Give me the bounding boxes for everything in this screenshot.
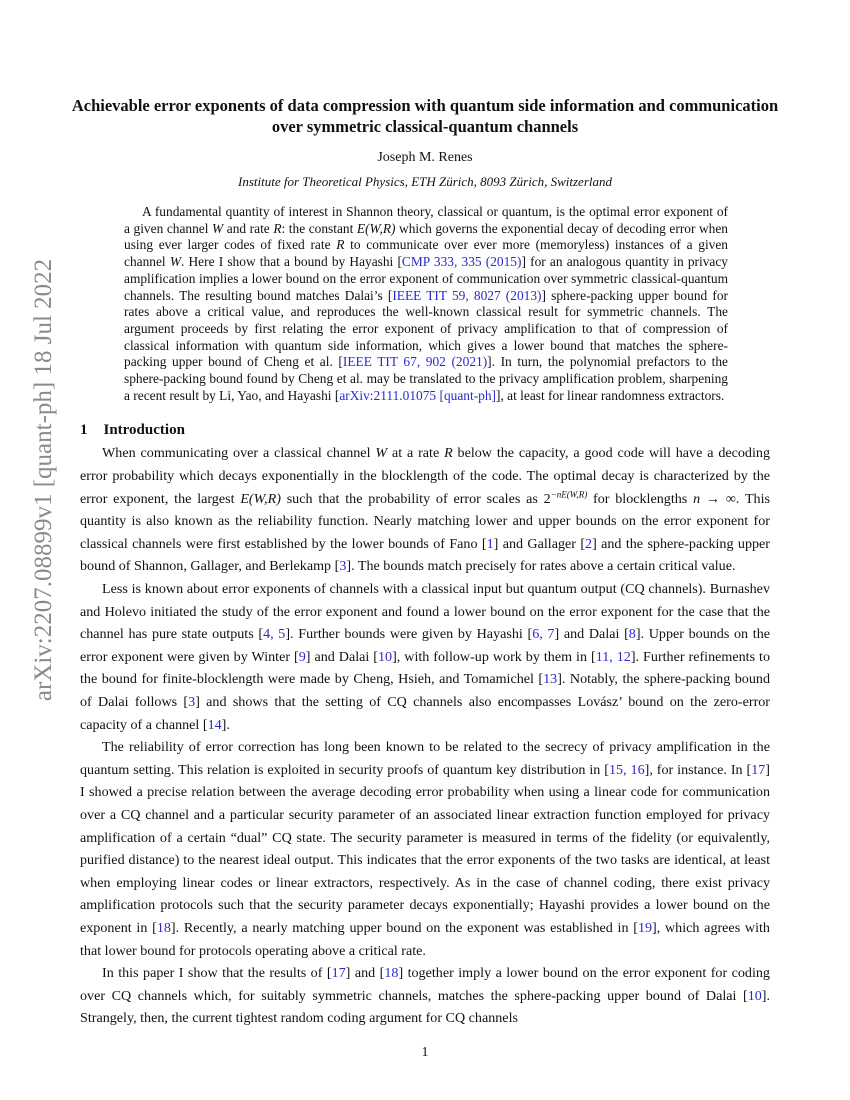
citation-link[interactable]: IEEE TIT 67, 902 (2021): [342, 354, 488, 370]
citation-link[interactable]: 18: [384, 965, 399, 982]
body-text: [80, 442, 770, 1029]
text-run: ], which agrees with that lower bound for protocols operating above a critical rate.: [80, 919, 770, 959]
text-run: ]. In turn, the polynomial prefactors to the sphere-packing bound found by Cheng et al. may be translated to the privacy amplification problem, sharpening a recent result by Li, Yao, and Hayashi [: [124, 354, 728, 403]
citation-link[interactable]: 19: [637, 919, 653, 936]
superscript: −nE(W,R): [550, 488, 588, 499]
citation-link[interactable]: 3: [188, 693, 196, 710]
text-run: . Here I show that a bound by Hayashi [: [180, 254, 402, 270]
text-run: ]. Recently, a nearly matching upper bound on the exponent was established in [: [170, 919, 638, 936]
citation-link[interactable]: 4, 5: [263, 626, 286, 643]
paragraph: [80, 736, 770, 962]
text-run: and rate: [223, 220, 274, 236]
citation-link[interactable]: CMP 333, 335 (2015): [401, 254, 522, 270]
text-run: ] and shows that the setting of CQ channels also encompasses Lovász’ bound on the zero-error capacity of a channel [: [80, 693, 770, 733]
math-symbol: R: [444, 445, 453, 462]
citation-link[interactable]: 14: [207, 716, 222, 733]
citation-link[interactable]: 9: [298, 648, 306, 665]
section-heading: [80, 420, 850, 440]
math-symbol: W: [375, 445, 388, 462]
section-title: Introduction: [103, 422, 185, 439]
text-run: ]. Strangely, then, the current tightest random coding argument for CQ channels: [80, 987, 770, 1027]
text-run: ] sphere-packing upper bound for rates above a critical value, and reproduces the well-known classical result for symmetric channels. The argument proceeds by first relating the error exponent of privacy amplification to that of compression of classical information with quantum side information, which gives a lower bound that matches the sphere-packing upper bound of Cheng et al. [: [124, 287, 728, 370]
paper-title: Achievable error exponents of data compression with quantum side information and communication over symmetric classical-quantum channels: [71, 96, 779, 136]
text-run: ] and Dalai [: [554, 626, 629, 643]
text-run: Less is known about error exponents of channels with a classical input but quantum output (CQ channels). Burnashev and Holevo initiated the study of the error exponent and found a lower bound on the error exponent for the case that the channel has pure state outputs [: [80, 581, 770, 643]
text-run: ] and [: [345, 965, 385, 982]
text-run: ] and Gallager [: [493, 535, 586, 552]
citation-link[interactable]: 17: [751, 761, 766, 778]
text-run: ].: [221, 716, 230, 733]
text-run: ]. Notably, the sphere-packing bound of Dalai follows [: [80, 671, 770, 710]
text-run: → ∞. This quantity is also known as the reliability function. Nearly matching lower and upper bounds on the error exponent for classical channels were first established by the lower bounds of Fano [: [80, 490, 770, 552]
affiliation: Institute for Theoretical Physics, ETH Zürich, 8093 Zürich, Switzerland: [238, 174, 612, 189]
text-run: When communicating over a classical channel: [102, 445, 376, 462]
citation-link[interactable]: 17: [331, 965, 346, 982]
text-run: ] together imply a lower bound on the error exponent for coding over CQ channels which, for suitably symmetric channels, matches the sphere-packing upper bound of Dalai [: [80, 965, 770, 1004]
paragraph: [80, 962, 770, 1030]
math-symbol: W: [169, 254, 181, 270]
abstract: [124, 204, 728, 404]
text-run: : the constant: [281, 220, 357, 236]
text-run: ]. Further bounds were given by Hayashi [: [285, 626, 533, 643]
text-run: A fundamental quantity of interest in Shannon theory, classical or quantum, is the optimal error exponent of a given channel: [124, 204, 728, 236]
paragraph: [80, 578, 770, 736]
author: Joseph M. Renes: [377, 150, 473, 165]
citation-link[interactable]: 11, 12: [595, 648, 631, 665]
citation-link[interactable]: 6, 7: [532, 626, 555, 643]
citation-link[interactable]: 3: [339, 558, 347, 575]
citation-link[interactable]: 1: [486, 535, 494, 552]
citation-link[interactable]: 10: [377, 648, 393, 665]
citation-link[interactable]: 15, 16: [608, 761, 645, 778]
math-symbol: R: [273, 220, 282, 236]
math-symbol: E(W,R): [356, 220, 396, 236]
math-symbol: E(W,R): [240, 490, 281, 507]
text-run: at a rate: [387, 445, 445, 462]
text-run: ] for an analogous quantity in privacy amplification implies a lower bound on the error exponent of communication over symmetric classical-quantum channels. The resulting bound matches Dalai’s [: [124, 254, 729, 303]
text-run: In this paper I show that the results of [: [102, 965, 332, 982]
text-run: below the capacity, a good code will have a decoding error probability which decays exponentially in the blocklength of the code. The optimal decay is characterized by the error exponent, the largest: [80, 445, 770, 507]
text-run: ], for instance. In [: [644, 761, 752, 778]
citation-link[interactable]: 18: [156, 919, 171, 936]
text-run: such that the probability of error scales as 2: [280, 490, 551, 507]
text-run: ]. The bounds match precisely for rates above a certain critical value.: [346, 558, 736, 575]
text-run: to communicate over ever more (memoryless) instances of a given channel: [124, 237, 729, 270]
citation-link[interactable]: 10: [747, 987, 762, 1004]
text-run: ], with follow-up work by them in [: [392, 648, 596, 665]
page-number: 1: [421, 1044, 429, 1060]
text-run: ] and the sphere-packing upper bound of Shannon, Gallager, and Berlekamp [: [80, 535, 770, 575]
math-symbol: R: [336, 237, 345, 253]
citation-link[interactable]: 2: [585, 535, 593, 552]
citation-link[interactable]: 13: [543, 671, 558, 688]
text-run: ] and Dalai [: [305, 648, 378, 665]
math-symbol: W: [212, 220, 224, 236]
citation-link[interactable]: arXiv:2111.01075 [quant-ph]: [339, 387, 496, 403]
text-run: for blocklengths: [587, 490, 694, 507]
section-number: 1: [80, 422, 88, 439]
text-run: ]. Upper bounds on the error exponent were given by Winter [: [80, 626, 771, 665]
text-run: ], at least for linear randomness extractors.: [496, 387, 725, 403]
text-run: which governs the exponential decay of decoding error when using ever larger codes of fixed rate: [124, 220, 729, 253]
arxiv-identifier: arXiv:2207.08899v1 [quant-ph] 18 Jul 2022: [30, 258, 57, 702]
math-symbol: n: [693, 490, 701, 507]
paragraph: [80, 442, 770, 578]
text-run: ]. Further refinements to the bound for finite-blocklength were made by Cheng, Hsieh, and Tomamichel [: [80, 648, 770, 688]
citation-link[interactable]: 8: [628, 626, 636, 643]
text-run: The reliability of error correction has long been known to be related to the secrecy of privacy amplification in the quantum setting. This relation is exploited in security proofs of quantum key distribution in [: [80, 739, 770, 778]
text-run: ] I showed a precise relation between the average decoding error probability when using a linear code for communication over a CQ channel and a particular security parameter of an associated linear extraction function employed for privacy amplification of a certain “dual” CQ state. The security parameter is measured in terms of the fidelity (or equivalently, purified distance) to the nearest ideal output. This indicates that the error exponents of the two tasks are identical, at least when employing linear codes or linear extractors, respectively. As in the case of channel coding, there exist privacy amplification protocols such that the security parameter decays exponentially; Hayashi provides a lower bound on the exponent in [: [80, 761, 770, 936]
citation-link[interactable]: IEEE TIT 59, 8027 (2013): [392, 287, 542, 303]
